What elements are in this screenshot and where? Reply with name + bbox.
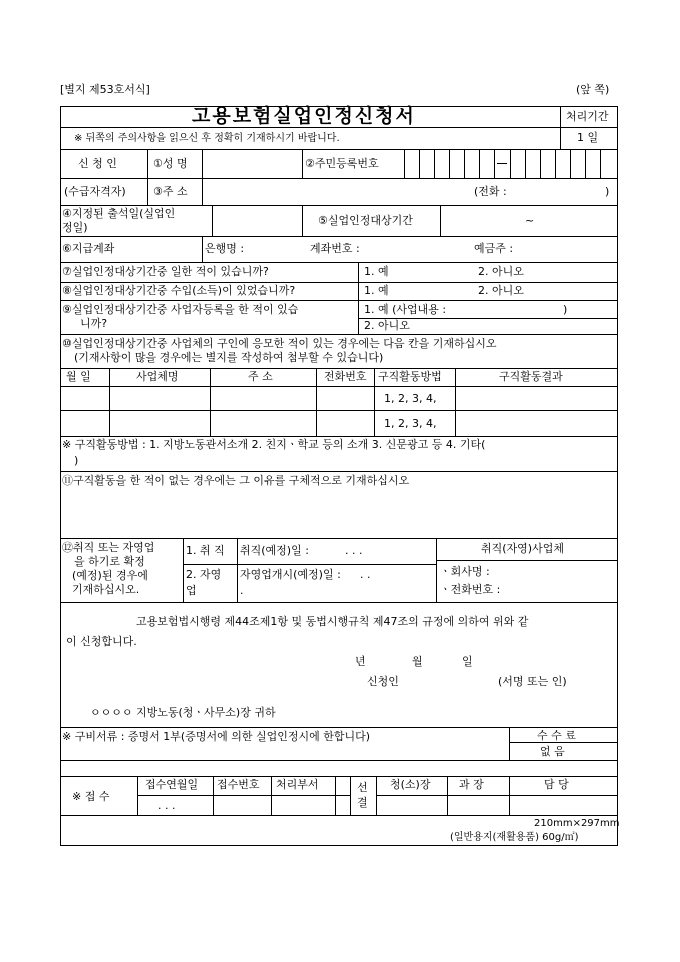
self-date-dots[interactable]: . . <box>360 568 371 581</box>
signature-field[interactable]: (서명 또는 인) <box>498 675 567 688</box>
business-close: ) <box>563 303 568 316</box>
question-business-cont: 니까? <box>80 317 108 330</box>
officer-label: 담 당 <box>544 778 569 791</box>
receipt-label: ※ 접 수 <box>72 790 110 803</box>
income-yes[interactable]: 1. 예 <box>364 284 389 297</box>
approval-label: 선 <box>357 781 368 794</box>
instruction-notice: ※ 뒤쪽의 주의사항을 읽으신 후 정확히 기재하시기 바랍니다. <box>74 133 340 144</box>
receipt-dept-label: 처리부서 <box>276 778 319 791</box>
date-year: 년 <box>355 655 366 668</box>
receipt-date-dots: . . . <box>158 799 176 812</box>
question-income: ⑧실업인정대상기간중 수입(소득)이 있었습니까? <box>62 284 296 297</box>
employment-option-2-cont: 업 <box>186 584 197 597</box>
account-number-label: 계좌번호 : <box>310 242 360 255</box>
declaration-text-cont: 이 신청합니다. <box>66 635 137 648</box>
receipt-number-label: 접수번호 <box>217 778 260 791</box>
question-business: ⑨실업인정대상기간중 사업자등록을 한 적이 있습 <box>62 303 299 316</box>
page-side: (앞 쪽) <box>576 83 610 96</box>
worked-no[interactable]: 2. 아니오 <box>478 265 524 278</box>
col-address: 주 소 <box>248 370 273 383</box>
fee-label: 수 수 료 <box>537 729 576 742</box>
period-label: ⑤실업인정대상기간 <box>318 214 413 227</box>
paper-size: 210mm×297mm <box>534 818 620 829</box>
no-activity-label: ⑪구직활동을 한 적이 없는 경우에는 그 이유를 구체적으로 기재하십시오 <box>62 474 410 487</box>
processing-period-label: 처리기간 <box>566 110 609 123</box>
name-label: ①성 명 <box>153 157 188 170</box>
jobsearch-subheading: (기재사항이 많을 경우에는 별지를 작성하여 첨부할 수 있습니다) <box>74 351 384 364</box>
worked-yes[interactable]: 1. 예 <box>364 265 389 278</box>
address-label: ③주 소 <box>153 185 188 198</box>
col-date: 월 일 <box>66 370 91 383</box>
holder-label: 예금주 : <box>474 242 514 255</box>
company-header: 취직(자영)사업체 <box>481 542 564 555</box>
applicant-sign-label: 신청인 <box>367 675 399 688</box>
phone-label: (전화 : <box>474 185 507 198</box>
required-documents: ※ 구비서류 : 증명서 1부(증명서에 의한 실업인정시에 한합니다) <box>62 730 371 743</box>
name-field[interactable] <box>203 150 301 177</box>
form-number: [별지 제53호서식] <box>60 83 150 96</box>
question-worked: ⑦실업인정대상기간중 일한 적이 있습니까? <box>62 265 269 278</box>
account-label: ⑥지급계좌 <box>62 242 115 255</box>
chief-label: 청(소)장 <box>390 778 431 791</box>
receipt-date-label: 접수연월일 <box>145 778 199 791</box>
declaration-text: 고용보험법시행령 제44조제1항 및 동법시행규칙 제47조의 규정에 의하여 위와 같 <box>136 615 529 628</box>
address-field[interactable] <box>203 179 473 204</box>
col-company: 사업체명 <box>136 370 179 383</box>
recipient-office: ㅇㅇㅇㅇ 지방노동(청ㆍ사무소)장 귀하 <box>90 706 276 719</box>
section-head-label: 과 장 <box>459 778 484 791</box>
methods-note: ※ 구직활동방법 : 1. 지방노동관서소개 2. 친지ㆍ학교 등의 소개 3. 신문광고 등 4. 기타( <box>62 438 486 451</box>
attendance-label: ④지정된 출석일(실업인 <box>62 207 176 220</box>
bank-label: 은행명 : <box>205 242 245 255</box>
period-tilde: ~ <box>525 214 535 227</box>
rrn-field[interactable] <box>405 150 617 177</box>
attendance-label-cont: 정일) <box>62 221 88 234</box>
applicant-sublabel: (수급자격자) <box>64 185 126 198</box>
employment-label-2: 을 하기로 확정 <box>74 555 145 568</box>
applicant-label: 신 청 인 <box>78 157 117 170</box>
employment-option-2[interactable]: 2. 자영 <box>186 568 222 581</box>
income-no[interactable]: 2. 아니오 <box>478 284 524 297</box>
phone-close: ) <box>605 185 610 198</box>
rrn-label: ②주민등록번호 <box>305 157 379 170</box>
fee-value: 없 음 <box>540 745 565 758</box>
col-result: 구직활동결과 <box>499 370 563 383</box>
attendance-field[interactable] <box>213 206 301 235</box>
processing-period-value: 1 일 <box>577 131 599 144</box>
row1-method[interactable]: 1, 2, 3, 4, <box>384 392 437 405</box>
self-date-dot: . <box>240 584 244 597</box>
approval-label-cont: 결 <box>357 796 368 809</box>
employment-label-1: ⑫취직 또는 자영업 <box>62 541 155 554</box>
form-title: 고용보험실업인정신청서 <box>192 105 416 127</box>
employ-date-label: 취직(예정)일 : <box>240 544 309 557</box>
col-method: 구직활동방법 <box>378 370 442 383</box>
paper-type: (일반용지(재활용품) 60g/㎡) <box>450 832 579 843</box>
self-date-label: 자영업개시(예정)일 : <box>240 568 341 581</box>
jobsearch-heading: ⑩실업인정대상기간중 사업체의 구인에 응모한 적이 있는 경우에는 다음 칸을 기재하십시오 <box>62 337 497 350</box>
employment-label-3: (예정)된 경우에 <box>72 569 148 582</box>
col-phone: 전화번호 <box>324 370 367 383</box>
company-phone-label: ㆍ전화번호 : <box>440 583 501 596</box>
employment-label-4: 기재하십시오. <box>72 583 140 596</box>
business-yes[interactable]: 1. 예 (사업내용 : <box>364 303 447 316</box>
methods-note-close: ) <box>74 454 79 467</box>
no-activity-field[interactable] <box>62 490 616 536</box>
date-day: 일 <box>462 655 473 668</box>
employment-option-1[interactable]: 1. 취 직 <box>186 544 225 557</box>
date-month: 월 <box>412 655 423 668</box>
row2-method[interactable]: 1, 2, 3, 4, <box>384 417 437 430</box>
business-no[interactable]: 2. 아니오 <box>364 319 410 332</box>
employ-date-dots[interactable]: . . . <box>345 544 363 557</box>
company-name-label: ㆍ회사명 : <box>440 565 490 578</box>
